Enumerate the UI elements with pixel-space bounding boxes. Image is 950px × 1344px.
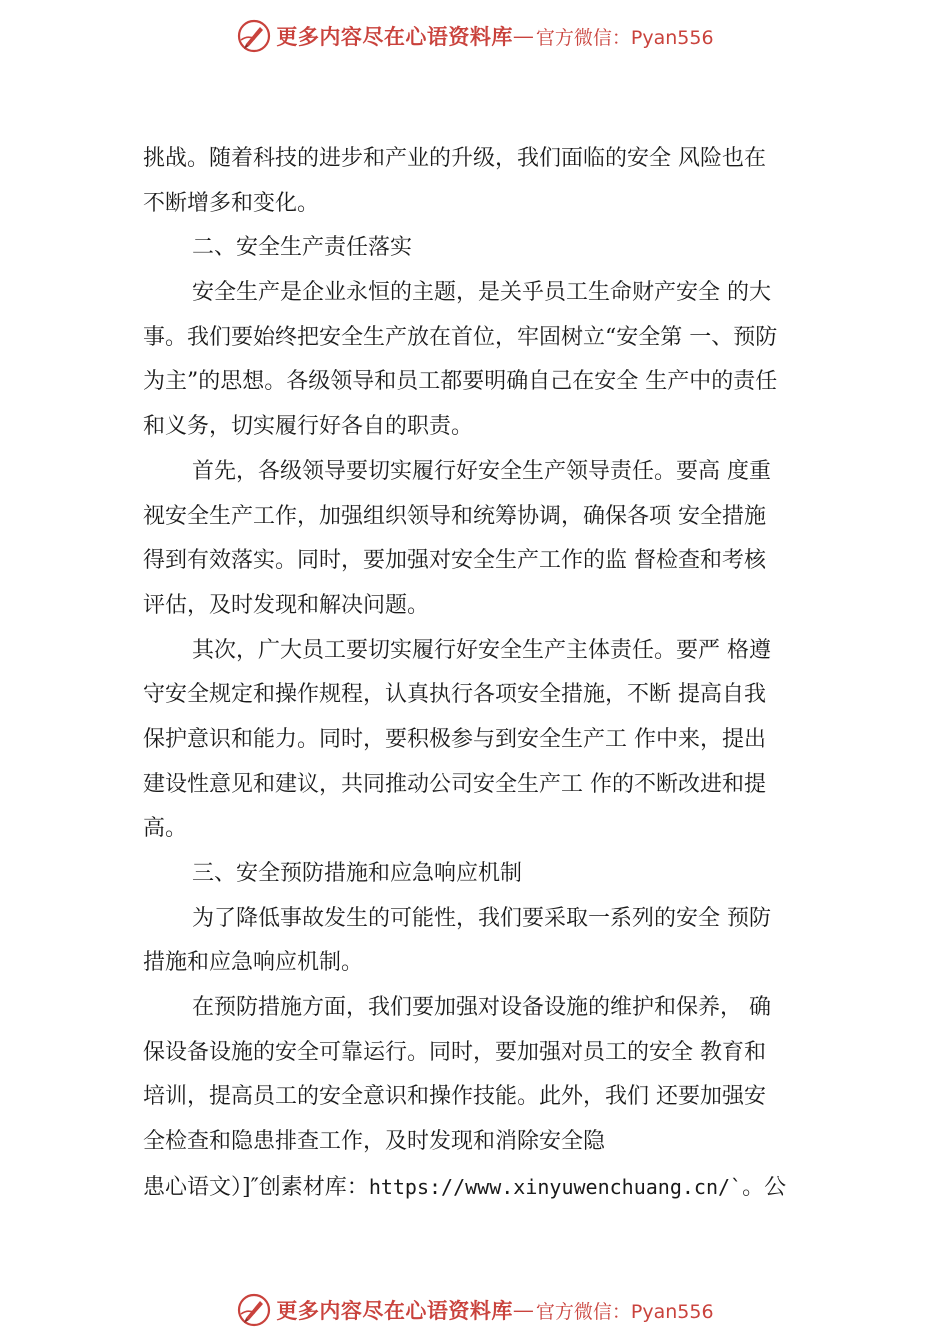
pen-logo-icon xyxy=(236,1292,272,1328)
last-line-suffix: 。公 xyxy=(742,1174,787,1200)
brand-separator: — xyxy=(512,24,534,48)
text-line: 安全生产是企业永恒的主题，是关乎员工生命财产安全 的大 xyxy=(192,280,771,306)
header-banner xyxy=(0,16,950,56)
text-line: 为了降低事故发生的可能性，我们要采取一系列的安全 预防 xyxy=(192,905,771,931)
last-text-line xyxy=(143,1165,833,1210)
text-line: 保护意识和能力。同时，要积极参与到安全生产工 作中来，提出 xyxy=(143,726,766,752)
text-line: 挑战。随着科技的进步和产业的升级，我们面临的安全 风险也在 xyxy=(143,146,766,171)
brand-text: 更多内容尽在心语资料库 xyxy=(276,24,513,49)
pen-logo-icon xyxy=(236,18,272,54)
footer-banner xyxy=(0,1290,950,1330)
footer-brand-separator: — xyxy=(512,1298,534,1322)
text-line: 事。我们要始终把安全生产放在首位，牢固树立“安全第 一、预防 xyxy=(143,324,778,350)
text-line: 在预防措施方面，我们要加强对设备设施的维护和保养， 确 xyxy=(192,995,771,1021)
footer-brand-text: 更多内容尽在心语资料库 xyxy=(276,1298,513,1323)
text-line: 守安全规定和操作规程，认真执行各项安全措施，不断 提高自我 xyxy=(143,682,766,708)
text-line: 保设备设施的安全可靠运行。同时，要加强对员工的安全 教育和 xyxy=(143,1039,766,1065)
last-line-prefix: 患心语文）]″创素材库： xyxy=(143,1174,369,1200)
section-heading: 三、安全预防措施和应急响应机制 xyxy=(192,861,523,886)
text-line: 高。 xyxy=(143,816,188,842)
text-line: 首先，各级领导要切实履行好安全生产领导责任。要高 度重 xyxy=(192,458,771,484)
footer-wechat-text: 官方微信：Pyan556 xyxy=(535,1300,714,1323)
text-line: 评估，及时发现和解决问题。 xyxy=(143,592,430,618)
text-line: 为主”的思想。各级领导和员工都要明确自己在安全 生产中的责任 xyxy=(143,369,778,395)
text-line: 建设性意见和建议，共同推动公司安全生产工 作的不断改进和提 xyxy=(143,771,766,797)
text-line: 培训，提高员工的安全意识和操作技能。此外，我们 还要加强安 xyxy=(143,1084,766,1110)
source-url-link[interactable]: https://www.xinyuwenchuang.cn/` xyxy=(368,1174,743,1199)
text-line: 视安全生产工作，加强组织领导和统筹协调，确保各项 安全措施 xyxy=(143,503,766,529)
section-heading: 二、安全生产责任落实 xyxy=(192,235,413,261)
text-line: 得到有效落实。同时，要加强对安全生产工作的监 督检查和考核 xyxy=(143,548,766,574)
text-line: 不断增多和变化。 xyxy=(143,190,320,216)
text-line: 其次，广大员工要切实履行好安全生产主体责任。要严 格遵 xyxy=(192,637,771,663)
text-line: 和义务，切实履行好各自的职责。 xyxy=(143,414,474,440)
text-line: 措施和应急响应机制。 xyxy=(143,950,364,976)
text-line: 全检查和隐患排查工作，及时发现和消除安全隐 xyxy=(143,1129,606,1155)
document-body xyxy=(143,137,833,1210)
wechat-text: 官方微信：Pyan556 xyxy=(535,26,714,49)
